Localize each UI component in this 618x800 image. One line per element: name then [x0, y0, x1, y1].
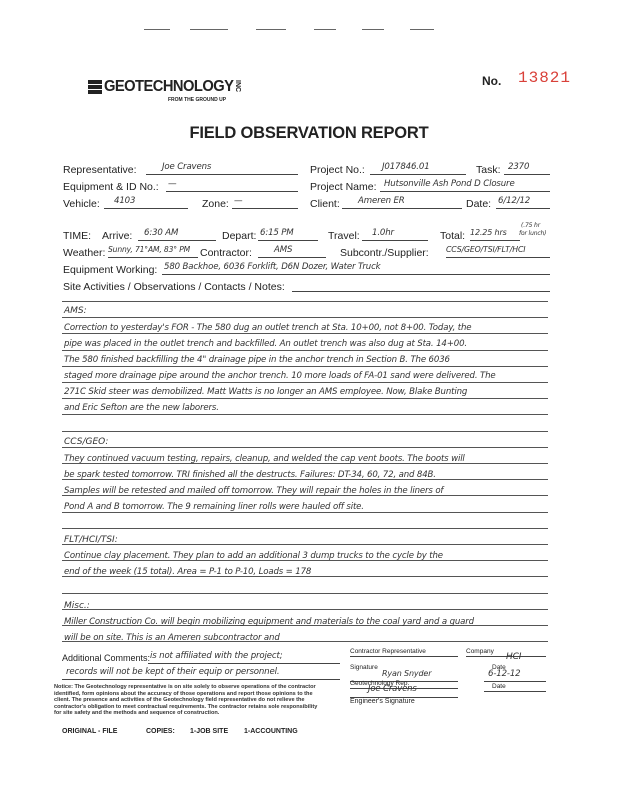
task-field[interactable]	[504, 163, 550, 175]
ruled-line	[62, 512, 548, 513]
ccs-heading: CCS/GEO:	[64, 437, 109, 447]
client-label: Client:	[310, 198, 340, 210]
date-field[interactable]	[496, 197, 550, 209]
top-dash	[256, 29, 286, 30]
arrive-label: Arrive:	[102, 230, 133, 242]
contractor-label: Contractor:	[200, 247, 252, 259]
misc-heading: Misc.:	[64, 601, 90, 611]
travel-field[interactable]	[362, 229, 428, 241]
total-label: Total:	[440, 230, 466, 242]
ams-line: and Eric Sefton are the new laborers.	[64, 403, 219, 413]
ruled-line	[62, 414, 548, 415]
equipment-working-value: 580 Backhoe, 6036 Forklift, D6N Dozer, Water Truck	[164, 262, 381, 272]
additional-comments-label: Additional Comments:	[62, 653, 151, 663]
top-dash	[144, 29, 170, 30]
vehicle-label: Vehicle:	[63, 198, 100, 210]
misc-line: Miller Construction Co. will begin mobilizing equipment and materials to the coal yard and a guard	[64, 617, 474, 627]
geotech-signature-field[interactable]	[350, 686, 458, 698]
ruled-line	[62, 382, 548, 383]
zone-label: Zone:	[202, 198, 229, 210]
flt-line: end of the week (15 total). Area = P-1 to P-10, Loads = 178	[64, 567, 312, 577]
time-label: TIME:	[63, 230, 91, 242]
logo-text: GEOTECHNOLOGY	[104, 78, 234, 95]
subcontr-label: Subcontr./Supplier:	[340, 247, 429, 259]
equipment-value: —	[168, 179, 177, 189]
ruled-line	[62, 398, 548, 399]
ruled-line	[62, 366, 548, 367]
top-dash	[410, 29, 434, 30]
ruled-line	[62, 333, 548, 334]
project-name-field[interactable]	[380, 180, 550, 192]
equipment-field[interactable]	[166, 180, 298, 192]
company-value: HCI	[506, 652, 522, 662]
zone-value: —	[234, 196, 243, 206]
ams-heading: AMS:	[64, 306, 87, 316]
vehicle-field[interactable]	[104, 197, 188, 209]
task-value: 2370	[508, 162, 530, 172]
ruled-line	[62, 447, 548, 448]
signature-label: Signature	[350, 664, 378, 671]
total-note-line-1: (.75 hr	[521, 222, 541, 229]
equipment-label: Equipment & ID No.:	[63, 181, 159, 193]
notice-line: for site safety and the methods and sequence of construction.	[54, 710, 220, 717]
zone-field[interactable]	[232, 197, 298, 209]
misc-line: will be on site. This is an Ameren subcontractor and	[64, 633, 280, 643]
ams-line: Correction to yesterday's FOR - The 580 dug an outlet trench at Sta. 10+00, not 8+00. Today, the	[64, 323, 472, 333]
additional-comments-field[interactable]	[148, 652, 340, 664]
notice-line: client. The presence and activities of the Geotechnology field representative do not relieve the	[54, 697, 305, 704]
ams-line: The 580 finished backfilling the 4" drainage pipe in the anchor trench in Section B. The 6036	[64, 355, 450, 365]
top-dash	[314, 29, 336, 30]
geotech-date-field[interactable]	[484, 690, 546, 692]
notice-line: identified, form opinions about the accuracy of those operations and report those opinions to the	[54, 690, 313, 697]
date-label: Date:	[466, 198, 492, 210]
task-label: Task:	[476, 164, 501, 176]
arrive-value: 6:30 AM	[144, 228, 179, 238]
representative-value: Joe Cravens	[162, 162, 212, 172]
ruled-line	[62, 593, 548, 594]
date-value: 6/12/12	[498, 196, 531, 206]
notice-line: Notice: The Geotechnology representative is on site solely to observe operations of the contractor	[54, 684, 316, 690]
depart-value: 6:15 PM	[260, 228, 294, 238]
geotech-signature: Joe Cravens	[368, 684, 417, 694]
top-dash	[190, 29, 228, 30]
ruled-line	[62, 431, 548, 432]
depart-label: Depart:	[222, 230, 257, 242]
page-title: FIELD OBSERVATION REPORT	[189, 124, 429, 142]
footer-copies: COPIES:	[146, 728, 175, 735]
flt-heading: FLT/HCI/TSI:	[64, 535, 118, 545]
site-activities-field[interactable]	[292, 280, 550, 292]
contractor-field[interactable]	[258, 246, 326, 258]
notice-text	[54, 684, 317, 717]
contractor-rep-label: Contractor Representative	[350, 648, 426, 655]
geotech-date-label: Date	[492, 683, 506, 690]
engineer-signature-label: Engineer's Signature	[350, 698, 415, 705]
project-no-value: J017846.01	[382, 162, 430, 172]
additional-comments-line: is not affiliated with the project;	[150, 651, 283, 661]
footer-original: ORIGINAL - FILE	[62, 728, 118, 735]
footer-accounting: 1-ACCOUNTING	[244, 728, 298, 735]
ams-line: staged more drainage pipe around the anchor trench. 10 more loads of FA-01 sand were delivered. The	[64, 371, 496, 381]
report-number-label: No.	[482, 74, 502, 88]
weather-label: Weather:	[63, 247, 106, 259]
top-dash	[362, 29, 384, 30]
subcontr-field[interactable]	[446, 246, 550, 258]
client-field[interactable]	[342, 197, 462, 209]
contractor-date: 6-12-12	[488, 669, 521, 679]
contractor-date-field[interactable]	[484, 670, 546, 682]
logo-mark-icon	[88, 80, 102, 94]
company-label: Company	[466, 648, 494, 655]
logo-tagline: FROM THE GROUND UP	[168, 97, 227, 103]
equipment-working-field[interactable]	[162, 263, 550, 275]
client-value: Ameren ER	[358, 196, 405, 206]
representative-field[interactable]	[146, 163, 298, 175]
representative-label: Representative:	[63, 164, 137, 176]
ams-line: pipe was placed in the outlet trench and backfilled. An outlet trench was also dug at Sta. 14+00.	[64, 339, 467, 349]
notice-line: contractor's obligation to meet contractual requirements. The contractor retains sole responsibility	[54, 703, 318, 710]
ccs-line: Samples will be retested and mailed off tomorrow. They will repair the holes in the liners of	[64, 486, 444, 496]
travel-value: 1.0hr	[372, 228, 394, 238]
project-name-label: Project Name:	[310, 181, 377, 193]
ruled-line	[62, 544, 548, 545]
contractor-date-label: Date	[492, 664, 506, 671]
ruled-line	[62, 528, 548, 529]
depart-field[interactable]	[258, 229, 318, 241]
project-name-value: Hutsonville Ash Pond D Closure	[384, 179, 515, 189]
travel-label: Travel:	[328, 230, 360, 242]
site-activities-label: Site Activities / Observations / Contacts / Notes:	[63, 281, 285, 293]
ruled-line	[62, 350, 548, 351]
geotech-rep-label: Geotechnology Rep.	[350, 680, 410, 687]
project-no-label: Project No.:	[310, 164, 365, 176]
additional-comments-field-2[interactable]	[62, 668, 340, 680]
flt-line: Continue clay placement. They plan to add an additional 3 dump trucks to the cycle by the	[64, 551, 443, 561]
project-no-field[interactable]	[370, 163, 466, 175]
ams-line: 271C Skid steer was demobilized. Matt Watts is no longer an AMS employee. Now, Blake Bunting	[64, 387, 468, 397]
contractor-signature: Ryan Snyder	[382, 669, 432, 678]
total-field[interactable]	[470, 229, 520, 241]
ruled-line	[62, 301, 548, 302]
additional-comments-line: records will not be kept of their equip or personnel.	[66, 667, 280, 677]
total-value: 12.25 hrs	[470, 228, 507, 237]
equipment-working-label: Equipment Working:	[63, 264, 158, 276]
ccs-line: Pond A and B tomorrow. The 9 remaining liner rolls were hauled off site.	[64, 502, 364, 512]
total-note-line-2: for lunch)	[519, 230, 547, 237]
arrive-field[interactable]	[138, 229, 216, 241]
weather-field[interactable]	[108, 246, 198, 258]
vehicle-value: 4103	[114, 196, 136, 206]
footer-job-site: 1-JOB SITE	[190, 728, 229, 735]
ccs-line: be spark tested tomorrow. TRI finished all the destructs. Failures: DT-34, 60, 72, and 84B.	[64, 470, 436, 480]
subcontr-value: CCS/GEO/TSI/FLT/HCI	[446, 245, 526, 254]
ruled-line	[62, 609, 548, 610]
report-number: 13821	[518, 69, 572, 87]
weather-value: Sunny, 71°AM, 83° PM	[108, 245, 191, 254]
contractor-value: AMS	[274, 245, 293, 255]
ruled-line	[62, 317, 548, 318]
logo-suffix: INC	[234, 80, 241, 93]
ccs-line: They continued vacuum testing, repairs, cleanup, and welded the cap vent boots. The boots will	[64, 454, 465, 464]
